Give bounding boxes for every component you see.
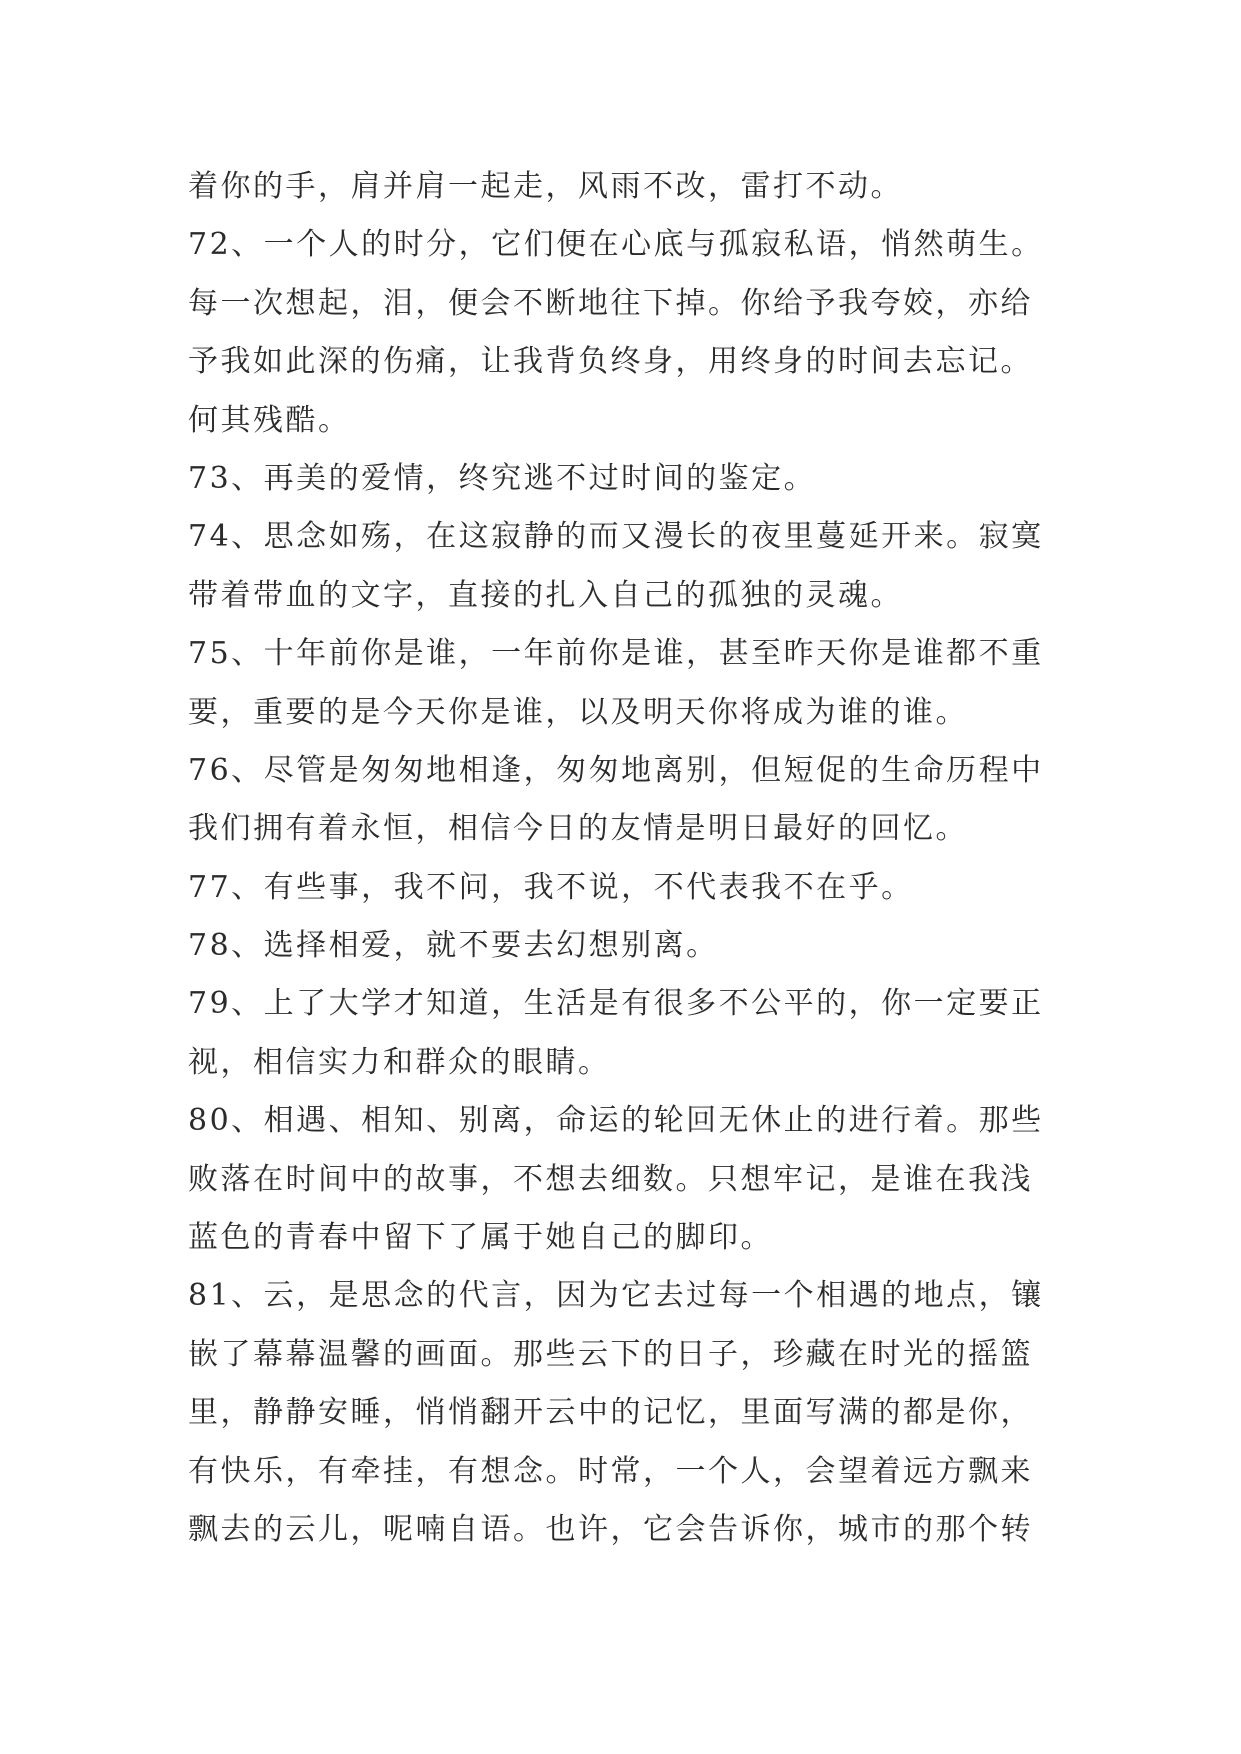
- text-line: 败落在时间中的故事，不想去细数。只想牢记，是谁在我浅: [188, 1161, 1033, 1197]
- text-line: 何其残酷。: [188, 402, 351, 438]
- text-line: 有快乐，有牵挂，有想念。时常，一个人，会望着远方飘来: [188, 1453, 1033, 1489]
- text-line: 79、上了大学才知道，生活是有很多不公平的，你一定要正: [188, 986, 1044, 1022]
- text-line: 飘去的云儿，呢喃自语。也许，它会告诉你，城市的那个转: [188, 1511, 1033, 1547]
- text-line: 75、十年前你是谁，一年前你是谁，甚至昨天你是谁都不重: [188, 636, 1044, 672]
- text-line: 蓝色的青春中留下了属于她自己的脚印。: [188, 1220, 773, 1256]
- text-line: 72、一个人的时分，它们便在心底与孤寂私语，悄然萌生。: [188, 227, 1044, 263]
- text-line: 80、相遇、相知、别离，命运的轮回无休止的进行着。那些: [188, 1103, 1044, 1139]
- text-line: 嵌了幕幕温馨的画面。那些云下的日子，珍藏在时光的摇篮: [188, 1336, 1033, 1372]
- text-line: 要，重要的是今天你是谁，以及明天你将成为谁的谁。: [188, 694, 968, 730]
- text-line: 我们拥有着永恒，相信今日的友情是明日最好的回忆。: [188, 811, 968, 847]
- text-line: 带着带血的文字，直接的扎入自己的孤独的灵魂。: [188, 577, 903, 613]
- text-line: 每一次想起，泪，便会不断地往下掉。你给予我夸姣，亦给: [188, 285, 1033, 321]
- text-line: 76、尽管是匆匆地相逢，匆匆地离别，但短促的生命历程中: [188, 752, 1044, 788]
- body-text: [188, 158, 1088, 1559]
- text-line: 里，静静安睡，悄悄翻开云中的记忆，里面写满的都是你，: [188, 1395, 1033, 1431]
- text-line: 81、云，是思念的代言，因为它去过每一个相遇的地点，镶: [188, 1278, 1044, 1314]
- text-line: 74、思念如殇，在这寂静的而又漫长的夜里蔓延开来。寂寞: [188, 519, 1044, 555]
- text-line: 78、选择相爱，就不要去幻想别离。: [188, 928, 719, 964]
- text-line: 视，相信实力和群众的眼睛。: [188, 1044, 611, 1080]
- text-line: 着你的手，肩并肩一起走，风雨不改，雷打不动。: [188, 169, 903, 204]
- text-line: 73、再美的爱情，终究逃不过时间的鉴定。: [188, 460, 817, 496]
- text-line: 77、有些事，我不问，我不说，不代表我不在乎。: [188, 869, 914, 905]
- text-line: 予我如此深的伤痛，让我背负终身，用终身的时间去忘记。: [188, 344, 1033, 380]
